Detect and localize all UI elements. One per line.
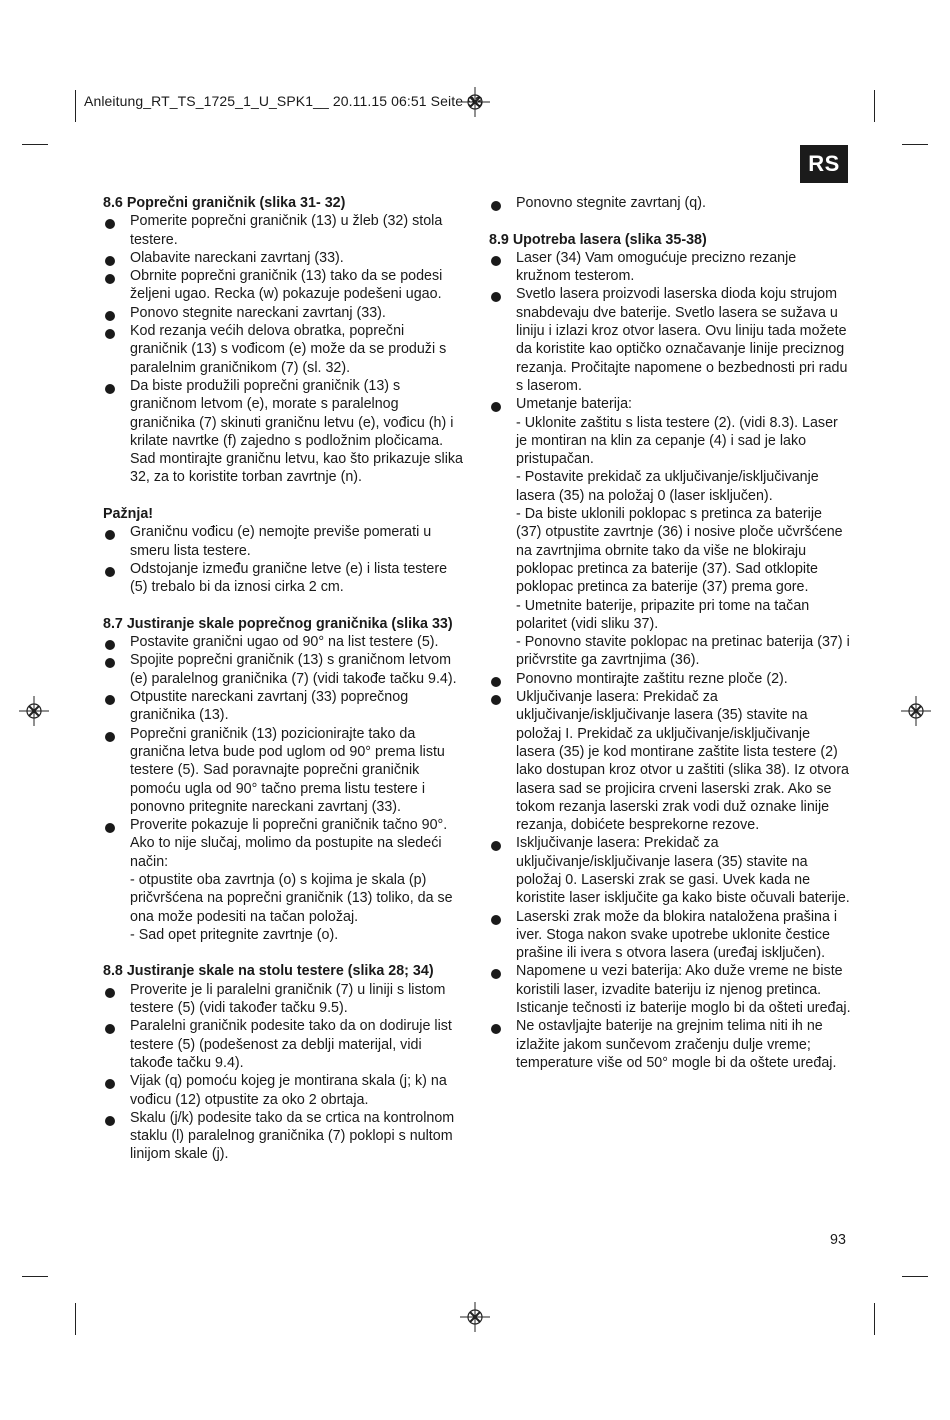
bullet-icon [105, 219, 115, 229]
bullet-icon [105, 311, 115, 321]
crop-mark [22, 144, 48, 145]
registration-mark-icon [19, 696, 49, 726]
bullet-icon [491, 915, 501, 925]
bullet-icon [491, 695, 501, 705]
crop-mark [902, 1276, 928, 1277]
crop-mark [75, 90, 76, 122]
bullet-icon [105, 732, 115, 742]
list-item: Proverite pokazuje li poprečni graničnik tačno 90°. Ako to nije slučaj, molimo da postupite na sledeći način: - otpustite oba zavrtnja (o) s kojima je skala (p) pričvršćena na poprečni graničnik (13) toliko, da se ona može podesiti na tačan položaj. - Sad opet pritegnite zavrtnje (o). [103, 816, 465, 944]
bullet-icon [105, 256, 115, 266]
bullet-icon [491, 841, 501, 851]
crop-mark [874, 1303, 875, 1335]
list-item: Kod rezanja većih delova obratka, poprečni graničnik (13) s vođicom (e) može da se produži s paralelnim graničnikom (7) (sl. 32). [103, 322, 465, 377]
bullet-list [489, 194, 851, 212]
bullet-icon [105, 823, 115, 833]
list-item: Postavite granični ugao od 90° na list testere (5). [103, 633, 465, 651]
bullet-icon [105, 695, 115, 705]
language-badge: RS [800, 145, 848, 183]
bullet-list [103, 633, 465, 944]
bullet-icon [105, 658, 115, 668]
crop-mark [22, 1276, 48, 1277]
list-item: Proverite je li paralelni graničnik (7) u liniji s listom testere (5) (vidi također tačku 9.5). [103, 981, 465, 1018]
bullet-list [103, 212, 465, 486]
section-title-8-7: 8.7 Justiranje skale poprečnog graničnika (slika 33) [103, 615, 453, 632]
bullet-icon [491, 256, 501, 266]
section-title-8-6: 8.6 Poprečni graničnik (slika 31- 32) [103, 195, 346, 211]
page-number: 93 [830, 1232, 846, 1248]
crop-mark [902, 144, 928, 145]
bullet-icon [105, 567, 115, 577]
list-item: Laser (34) Vam omogućuje precizno rezanje kružnom testerom. [489, 249, 851, 286]
bullet-icon [105, 329, 115, 339]
list-item: Vijak (q) pomoću kojeg je montirana skala (j; k) na vođicu (12) otpustite za oko 2 obrtaja. [103, 1072, 465, 1109]
bullet-icon [105, 1116, 115, 1126]
section-title-8-8: 8.8 Justiranje skale na stolu testere (slika 28; 34) [103, 963, 434, 980]
list-item: Odstojanje između granične letve (e) i lista testere (5) trebalo bi da iznosi cirka 2 cm. [103, 560, 465, 597]
list-item: Laserski zrak može da blokira nataložena prašina i iver. Stoga nakon svake upotrebe uklonite čestice prašine ili ivera s otvora lasera (uređaj isključen). [489, 908, 851, 963]
registration-mark-icon [901, 696, 931, 726]
bullet-list [489, 249, 851, 1072]
list-item: Spojite poprečni graničnik (13) s graničnom letvom (e) paralelnog graničnika (7) (vidi takođe tačku 9.4). [103, 651, 465, 688]
bullet-icon [491, 292, 501, 302]
right-column [489, 194, 851, 1072]
print-header: Anleitung_RT_TS_1725_1_U_SPK1__ 20.11.15 06:51 Seite 93 [84, 93, 483, 109]
attention-title: Pažnja! [103, 506, 154, 523]
list-item: Uključivanje lasera: Prekidač za uključivanje/isključivanje lasera (35) stavite na položaj I. Prekidač za uključivanje/isključivanje lasera (35) je kod montirane zaštite lista testere (2) lako dostupan kroz otvor u zaštiti (slika 38). Iz otvora lasera sad se projicira crveni laserski zrak. Ako se tokom rezanja laserski zrak vodi duž oznake linije rezanja, dobićete besprekorne rezove. [489, 688, 851, 834]
list-item: Otpustite nareckani zavrtanj (33) poprečnog graničnika (13). [103, 688, 465, 725]
bullet-icon [491, 677, 501, 687]
bullet-icon [491, 201, 501, 211]
list-item: Poprečni graničnik (13) pozicionirajte tako da granična letva bude pod uglom od 90° prema listu testere (5). Sad poravnajte poprečni graničnik pomoću ugla od 90° tačno prema listu testere i ponovno pritegnite nareckani zavrtanj (33). [103, 725, 465, 816]
list-item: Obrnite poprečni graničnik (13) tako da se podesi željeni ugao. Recka (w) pokazuje podešeni ugao. [103, 267, 465, 304]
list-item: Umetanje baterija: - Uklonite zaštitu s lista testere (2). (vidi 8.3). Laser je montiran na klin za cepanje (4) i sad je lako pristupačan. - Postavite prekidač za uključivanje/isključivanje lasera (35) na položaj 0 (laser isključen). - Da biste uklonili poklopac s pretinca za baterije (37) otpustite zavrtnje (36) i nosive ploče učvršćene na zavrtnjima obrnite tako da više ne blokiraju poklopac pretinca za baterije (37). Sad otklopite poklopac pretinca za baterije (37) prema gore. - Umetnite baterije, pripazite pri tome na tačan polaritet (vidi sliku 37). - Ponovno stavite poklopac na pretinac baterija (37) i pričvrstite ga zavrtnjima (36). [489, 395, 851, 669]
bullet-icon [105, 530, 115, 540]
list-item: Napomene u vezi baterija: Ako duže vreme ne biste koristili laser, izvadite bateriju iz njenog pretinca. Isticanje tečnosti iz baterije moglo bi da ošteti uređaj. [489, 962, 851, 1017]
bullet-list [103, 981, 465, 1164]
bullet-icon [105, 640, 115, 650]
list-item: Graničnu vođicu (e) nemojte previše pomerati u smeru lista testere. [103, 523, 465, 560]
crop-mark [75, 1303, 76, 1335]
list-item: Paralelni graničnik podesite tako da on dodiruje list testere (5) (podešenost za deblji materijal, vidi takođe tačku 9.4). [103, 1017, 465, 1072]
list-item: Isključivanje lasera: Prekidač za uključivanje/isključivanje lasera (35) stavite na položaj 0. Laserski zrak se gasi. Uvek kada ne koristite laser isključite ga kako biste očuvali baterije. [489, 834, 851, 907]
list-item: Skalu (j/k) podesite tako da se crtica na kontrolnom staklu (l) paralelnog graničnika (7) poklopi s nultom linijom skale (j). [103, 1109, 465, 1164]
bullet-list [103, 523, 465, 596]
list-item: Ponovno montirajte zaštitu rezne ploče (2). [489, 670, 851, 688]
bullet-icon [105, 1079, 115, 1089]
list-item: Svetlo lasera proizvodi laserska dioda koju strujom snabdevaju dve baterije. Svetlo lasera se sužava u liniju i izlazi kroz otvor lasera. Ovu liniju tada možete da koristite kao optičko označavanje linije preciznog rezanja. Pročitajte napomene o bezbednosti pri radu s laserom. [489, 285, 851, 395]
bullet-icon [105, 274, 115, 284]
list-item: Olabavite nareckani zavrtanj (33). [103, 249, 465, 267]
bullet-icon [105, 988, 115, 998]
list-item: Ponovno stegnite zavrtanj (q). [489, 194, 851, 212]
left-column [103, 194, 465, 1164]
list-item: Da biste produžili poprečni graničnik (13) s graničnom letvom (e), morate s paralelnog graničnika (7) skinuti graničnu letvu (e), vođicu (h) i krilate navrtke (f) zajedno s podložnim pločicama. Sad montirajte graničnu letvu, kao što prikazuje slika 32, za to koristite torban zavrtnje (n). [103, 377, 465, 487]
list-item: Ponovo stegnite nareckani zavrtanj (33). [103, 304, 465, 322]
bullet-icon [491, 1024, 501, 1034]
crop-mark [874, 90, 875, 122]
list-item: Ne ostavljajte baterije na grejnim telima niti ih ne izlažite jakom sunčevom zračenju dulje vreme; temperature više od 50° mogle bi da oštete uređaj. [489, 1017, 851, 1072]
list-item: Pomerite poprečni graničnik (13) u žleb (32) stola testere. [103, 212, 465, 249]
section-title-8-9: 8.9 Upotreba lasera (slika 35-38) [489, 231, 707, 248]
registration-mark-icon [460, 1302, 490, 1332]
bullet-icon [105, 1024, 115, 1034]
bullet-icon [105, 384, 115, 394]
bullet-icon [491, 402, 501, 412]
bullet-icon [491, 969, 501, 979]
